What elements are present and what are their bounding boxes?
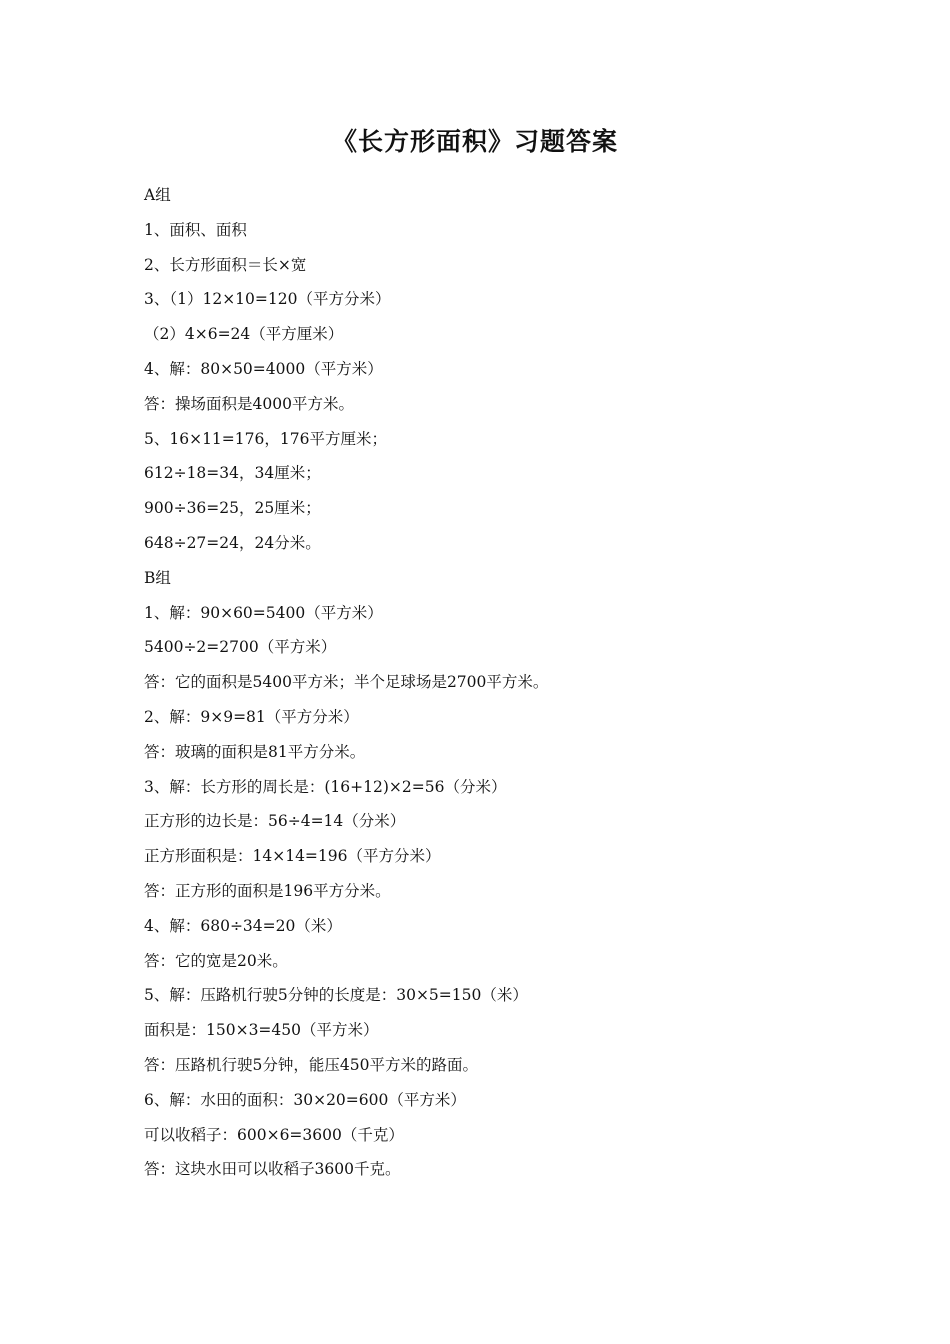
answer-line: 2、长方形面积＝长×宽 [144,255,307,274]
answer-line: 2、解：9×9=81（平方分米） [144,707,359,726]
answer-line: 4、解：80×50=4000（平方米） [144,359,383,378]
answer-line: 答：压路机行驶5分钟，能压450平方米的路面。 [144,1055,478,1074]
answer-line: 3、解：长方形的周长是：(16+12)×2=56（分米） [144,777,507,796]
answer-line: 5、16×11=176，176平方厘米； [144,429,387,448]
answer-list [144,178,844,1187]
answer-line: 5、解：压路机行驶5分钟的长度是：30×5=150（米） [144,986,528,1005]
answer-line: 正方形的边长是：56÷4=14（分米） [144,812,406,831]
document-title: 《长方形面积》习题答案 [331,127,618,156]
answer-line: 面积是：150×3=450（平方米） [144,1021,379,1040]
answer-line: 答：它的面积是5400平方米；半个足球场是2700平方米。 [144,673,549,692]
answer-line: 6、解：水田的面积：30×20=600（平方米） [144,1090,466,1109]
answer-line: 5400÷2=2700（平方米） [144,638,337,657]
answer-line: 答：玻璃的面积是81平方分米。 [144,742,366,761]
answer-line: 4、解：680÷34=20（米） [144,916,342,935]
answer-line: 答：这块水田可以收稻子3600千克。 [144,1160,401,1179]
answer-line: （2）4×6=24（平方厘米） [144,325,344,344]
answer-line: 3、（1）12×10=120（平方分米） [144,290,391,309]
section-b-heading: B组 [144,568,171,587]
section-a-heading: A组 [144,186,171,204]
answer-line: 648÷27=24，24分米。 [144,533,321,552]
answer-line: 可以收稻子：600×6=3600（千克） [144,1125,404,1144]
answer-line: 正方形面积是：14×14=196（平方分米） [144,847,441,866]
answer-line: 1、面积、面积 [144,220,247,239]
answer-line: 1、解：90×60=5400（平方米） [144,603,383,622]
answer-line: 900÷36=25，25厘米； [144,499,321,518]
answer-line: 答：它的宽是20米。 [144,951,288,970]
answer-line: 答：正方形的面积是196平方分米。 [144,881,391,900]
answer-line: 612÷18=34，34厘米； [144,464,321,483]
answer-line: 答：操场面积是4000平方米。 [144,394,354,413]
